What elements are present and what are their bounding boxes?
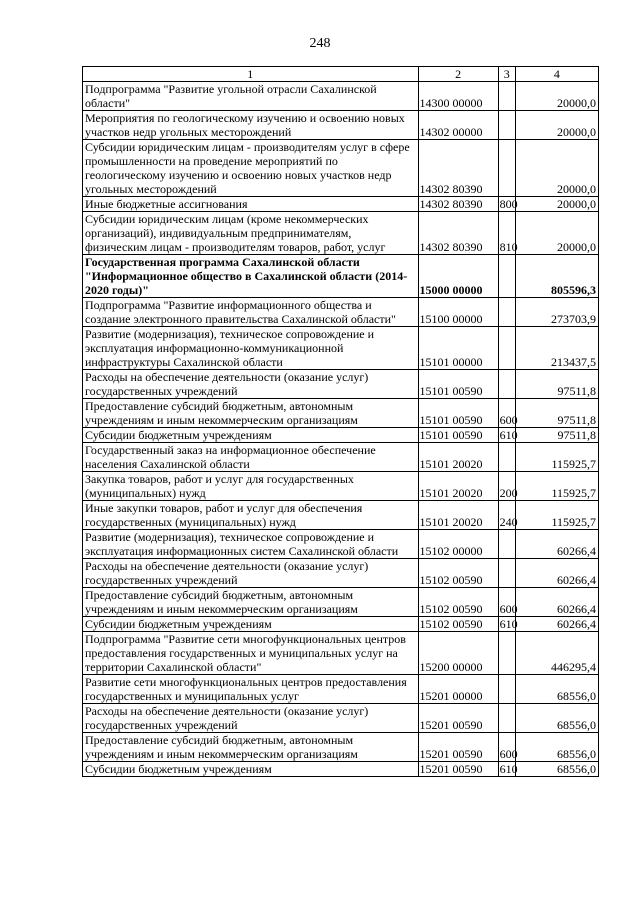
table-row bbox=[83, 443, 599, 472]
table-row bbox=[83, 588, 599, 617]
row-name-cell: Государственная программа Сахалинской области "Информационное общество в Сахалинской области (2014-2020 годы)" bbox=[83, 255, 419, 298]
row-type-cell bbox=[498, 255, 515, 298]
table-header-row bbox=[83, 67, 599, 82]
row-type-cell bbox=[498, 443, 515, 472]
row-amount-cell: 68556,0 bbox=[515, 675, 598, 704]
row-code-cell: 15000 00000 bbox=[418, 255, 498, 298]
row-name-cell: Государственный заказ на информационное обеспечение населения Сахалинской области bbox=[83, 443, 419, 472]
table-row bbox=[83, 501, 599, 530]
row-name-cell: Предоставление субсидий бюджетным, автономным учреждениям и иным некоммерческим организациям bbox=[83, 733, 419, 762]
table-row bbox=[83, 327, 599, 370]
row-name-cell: Мероприятия по геологическому изучению и освоению новых участков недр угольных месторождений bbox=[83, 111, 419, 140]
table-row bbox=[83, 255, 599, 298]
row-amount-cell: 97511,8 bbox=[515, 428, 598, 443]
row-type-cell: 610 bbox=[499, 428, 518, 442]
header-cell-4: 4 bbox=[515, 67, 598, 82]
row-amount-cell: 60266,4 bbox=[515, 530, 598, 559]
row-type-cell bbox=[498, 675, 515, 704]
row-amount-cell: 115925,7 bbox=[515, 443, 598, 472]
row-amount-cell: 273703,9 bbox=[515, 298, 598, 327]
row-name-cell: Расходы на обеспечение деятельности (оказание услуг) государственных учреждений bbox=[83, 704, 419, 733]
row-amount-cell: 20000,0 bbox=[515, 111, 598, 140]
row-name-cell: Подпрограмма "Развитие сети многофункциональных центров предоставления государственных и муниципальных услуг на территории Сахалинской области" bbox=[83, 632, 419, 675]
row-name-cell: Субсидии юридическим лицам (кроме некоммерческих организаций), индивидуальным предпринимателям, физическим лицам - производителям товаров, работ, услуг bbox=[83, 212, 419, 255]
row-code-cell: 15101 00590 bbox=[418, 428, 498, 443]
row-name-cell: Расходы на обеспечение деятельности (оказание услуг) государственных учреждений bbox=[83, 559, 419, 588]
row-code-cell: 15201 00590 bbox=[418, 704, 498, 733]
header-cell-3: 3 bbox=[498, 67, 515, 82]
header-cell-1: 1 bbox=[83, 67, 419, 82]
row-type-cell bbox=[498, 82, 515, 111]
row-code-cell: 14302 80390 bbox=[418, 197, 498, 212]
table-row bbox=[83, 530, 599, 559]
row-name-cell: Развитие (модернизация), техническое сопровождение и эксплуатация информационных систем Сахалинской области bbox=[83, 530, 419, 559]
row-name-cell: Закупка товаров, работ и услуг для государственных (муниципальных) нужд bbox=[83, 472, 419, 501]
row-type-cell bbox=[498, 530, 515, 559]
row-type-cell: 610 bbox=[499, 762, 518, 776]
budget-table bbox=[82, 66, 599, 777]
table-row bbox=[83, 298, 599, 327]
table-row bbox=[83, 675, 599, 704]
row-type-cell bbox=[498, 140, 515, 197]
row-type-cell: 800 bbox=[499, 197, 518, 211]
row-amount-cell: 20000,0 bbox=[515, 82, 598, 111]
table-row bbox=[83, 399, 599, 428]
row-amount-cell: 60266,4 bbox=[515, 559, 598, 588]
row-code-cell: 15100 00000 bbox=[418, 298, 498, 327]
row-amount-cell: 68556,0 bbox=[515, 704, 598, 733]
row-type-cell: 600 bbox=[498, 733, 515, 762]
row-code-cell: 15101 00000 bbox=[418, 327, 498, 370]
table-row bbox=[83, 733, 599, 762]
row-name-cell: Подпрограмма "Развитие информационного общества и создание электронного правительства Сахалинской области" bbox=[83, 298, 419, 327]
row-type-cell bbox=[498, 298, 515, 327]
row-amount-cell: 60266,4 bbox=[515, 588, 598, 617]
row-code-cell: 15102 00590 bbox=[418, 588, 498, 617]
row-type-cell: 200 bbox=[498, 472, 515, 501]
table-row bbox=[83, 82, 599, 111]
row-amount-cell: 68556,0 bbox=[515, 762, 598, 777]
row-type-cell bbox=[498, 632, 515, 675]
row-code-cell: 15102 00590 bbox=[418, 559, 498, 588]
table-row bbox=[83, 111, 599, 140]
row-name-cell: Расходы на обеспечение деятельности (оказание услуг) государственных учреждений bbox=[83, 370, 419, 399]
row-amount-cell: 805596,3 bbox=[515, 255, 598, 298]
row-name-cell: Развитие (модернизация), техническое сопровождение и эксплуатация информационно-коммуникационной инфраструктуры Сахалинской области bbox=[83, 327, 419, 370]
row-name-cell: Субсидии юридическим лицам - производителям услуг в сфере промышленности на проведение мероприятий по геологическому изучению и освоению новых участков недр угольных месторождений bbox=[83, 140, 419, 197]
row-type-cell: 610 bbox=[499, 617, 518, 631]
row-name-cell: Субсидии бюджетным учреждениям bbox=[83, 762, 419, 777]
row-amount-cell: 446295,4 bbox=[515, 632, 598, 675]
row-type-cell: 810 bbox=[498, 212, 515, 255]
row-code-cell: 15201 00000 bbox=[418, 675, 498, 704]
row-type-cell bbox=[498, 559, 515, 588]
table-row bbox=[83, 140, 599, 197]
row-type-cell bbox=[498, 111, 515, 140]
row-amount-cell: 68556,0 bbox=[515, 733, 598, 762]
row-code-cell: 15102 00590 bbox=[418, 617, 498, 632]
row-name-cell: Развитие сети многофункциональных центров предоставления государственных и муниципальных услуг bbox=[83, 675, 419, 704]
row-amount-cell: 20000,0 bbox=[515, 212, 598, 255]
row-amount-cell: 97511,8 bbox=[515, 399, 598, 428]
table-row bbox=[83, 472, 599, 501]
row-amount-cell: 60266,4 bbox=[515, 617, 598, 632]
row-type-cell bbox=[498, 327, 515, 370]
header-cell-2: 2 bbox=[418, 67, 498, 82]
table-row bbox=[83, 197, 599, 212]
row-amount-cell: 20000,0 bbox=[515, 197, 598, 212]
row-code-cell: 15101 20020 bbox=[418, 501, 498, 530]
table-row bbox=[83, 559, 599, 588]
table-row bbox=[83, 428, 599, 443]
row-type-cell: 240 bbox=[498, 501, 515, 530]
row-amount-cell: 115925,7 bbox=[515, 501, 598, 530]
row-type-cell bbox=[498, 704, 515, 733]
row-name-cell: Подпрограмма "Развитие угольной отрасли Сахалинской области" bbox=[83, 82, 419, 111]
row-code-cell: 15201 00590 bbox=[418, 733, 498, 762]
row-code-cell: 15200 00000 bbox=[418, 632, 498, 675]
table-row bbox=[83, 212, 599, 255]
row-name-cell: Субсидии бюджетным учреждениям bbox=[83, 428, 419, 443]
row-amount-cell: 20000,0 bbox=[515, 140, 598, 197]
row-code-cell: 15101 00590 bbox=[418, 370, 498, 399]
row-code-cell: 15101 00590 bbox=[418, 399, 498, 428]
table-row bbox=[83, 370, 599, 399]
table-row bbox=[83, 704, 599, 733]
row-code-cell: 15101 20020 bbox=[418, 472, 498, 501]
page-number: 248 bbox=[309, 36, 331, 51]
row-code-cell: 15102 00000 bbox=[418, 530, 498, 559]
table-row bbox=[83, 632, 599, 675]
row-amount-cell: 213437,5 bbox=[515, 327, 598, 370]
row-code-cell: 14302 00000 bbox=[418, 111, 498, 140]
row-code-cell: 14302 80390 bbox=[418, 140, 498, 197]
row-type-cell: 600 bbox=[498, 399, 515, 428]
table-row bbox=[83, 762, 599, 777]
row-code-cell: 14302 80390 bbox=[418, 212, 498, 255]
row-name-cell: Предоставление субсидий бюджетным, автономным учреждениям и иным некоммерческим организациям bbox=[83, 399, 419, 428]
row-type-cell bbox=[498, 370, 515, 399]
row-name-cell: Иные закупки товаров, работ и услуг для обеспечения государственных (муниципальных) нужд bbox=[83, 501, 419, 530]
row-code-cell: 14300 00000 bbox=[418, 82, 498, 111]
row-code-cell: 15201 00590 bbox=[418, 762, 498, 777]
row-name-cell: Предоставление субсидий бюджетным, автономным учреждениям и иным некоммерческим организациям bbox=[83, 588, 419, 617]
row-amount-cell: 115925,7 bbox=[515, 472, 598, 501]
row-name-cell: Субсидии бюджетным учреждениям bbox=[83, 617, 419, 632]
row-code-cell: 15101 20020 bbox=[418, 443, 498, 472]
table-row bbox=[83, 617, 599, 632]
row-amount-cell: 97511,8 bbox=[515, 370, 598, 399]
row-name-cell: Иные бюджетные ассигнования bbox=[83, 197, 419, 212]
row-type-cell: 600 bbox=[498, 588, 515, 617]
